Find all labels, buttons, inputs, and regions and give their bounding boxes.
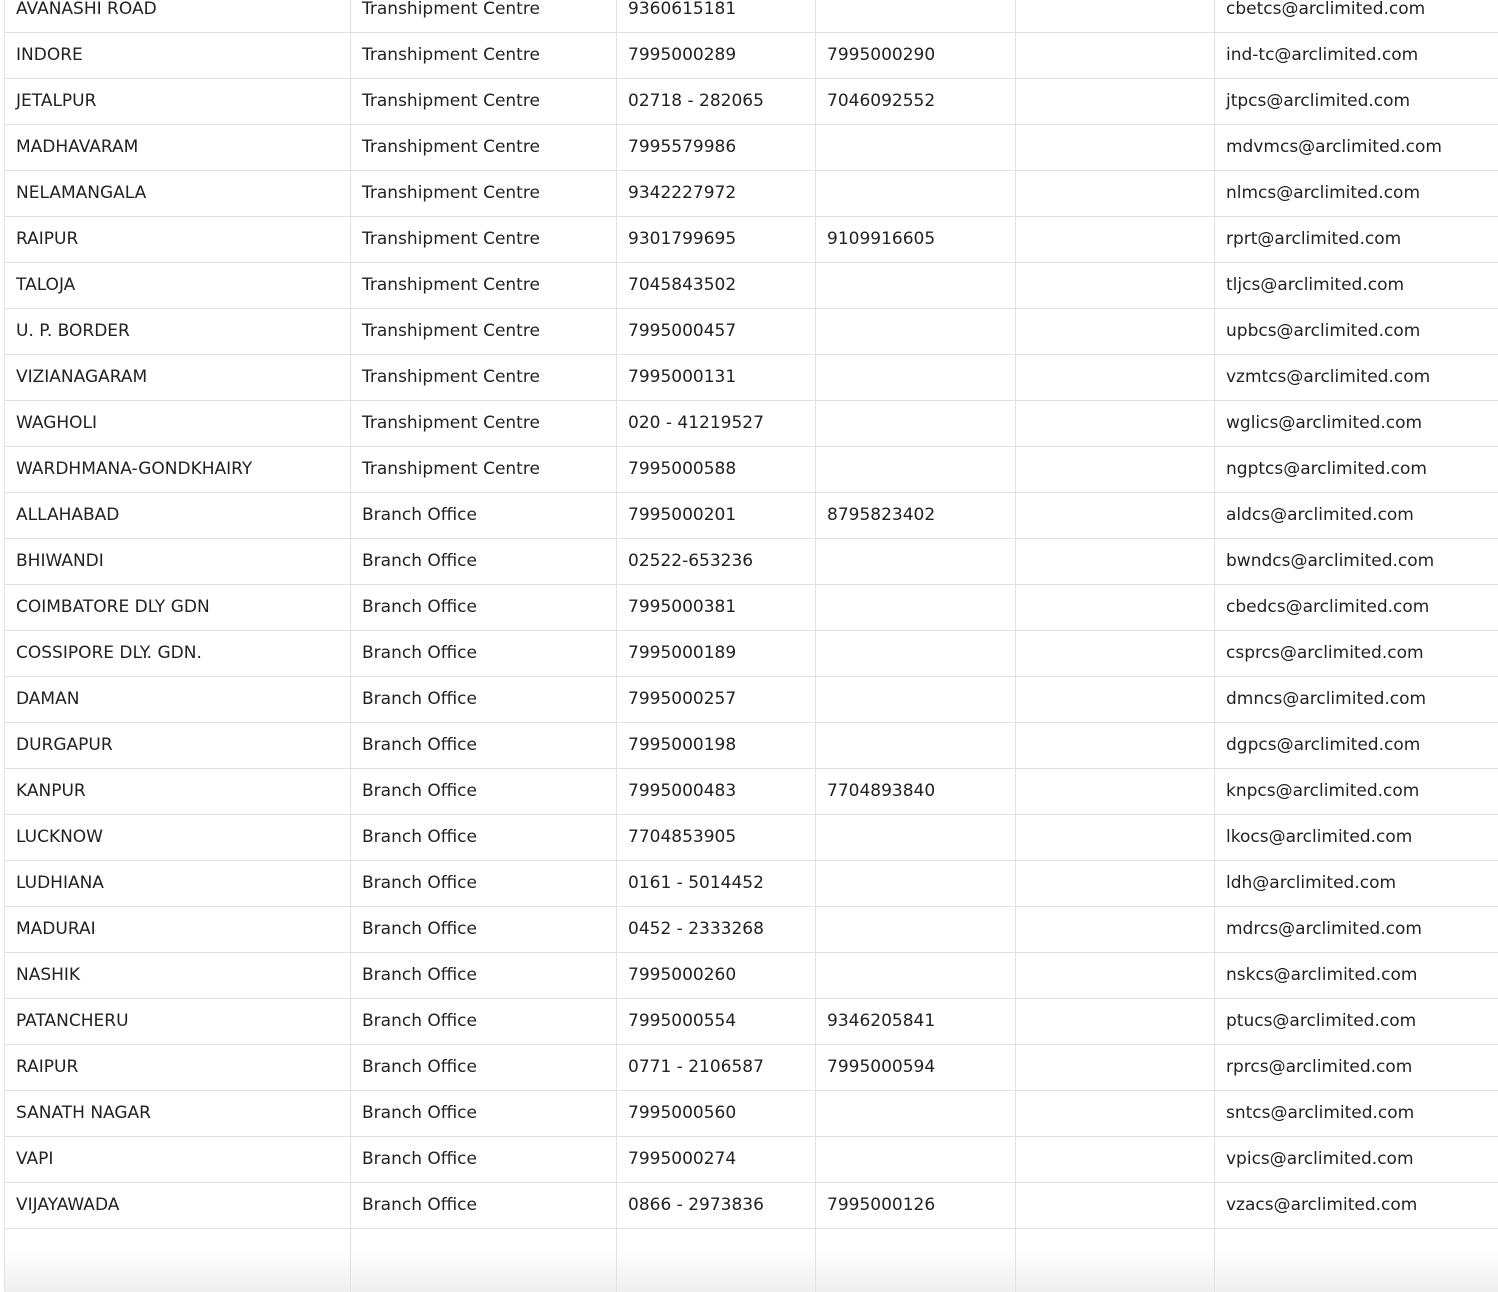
table-body bbox=[5, 0, 1498, 1292]
empty-cell bbox=[5, 1228, 351, 1292]
phone-extra-cell bbox=[1016, 860, 1215, 906]
phone-secondary-cell bbox=[816, 906, 1016, 952]
phone-primary-cell: 7995000189 bbox=[617, 630, 816, 676]
office-type-cell: Transhipment Centre bbox=[351, 400, 617, 446]
empty-cell bbox=[617, 1228, 816, 1292]
phone-secondary-cell: 7704893840 bbox=[816, 768, 1016, 814]
office-type-cell: Branch Office bbox=[351, 768, 617, 814]
phone-secondary-cell bbox=[816, 676, 1016, 722]
phone-extra-cell bbox=[1016, 78, 1215, 124]
phone-secondary-cell bbox=[816, 1090, 1016, 1136]
phone-secondary-cell bbox=[816, 446, 1016, 492]
phone-primary-cell: 0866 - 2973836 bbox=[617, 1182, 816, 1228]
table-row bbox=[5, 0, 1498, 32]
office-type-cell: Transhipment Centre bbox=[351, 446, 617, 492]
email-cell: ind-tc@arclimited.com bbox=[1215, 32, 1498, 78]
office-name-cell: KANPUR bbox=[5, 768, 351, 814]
office-name-cell: LUCKNOW bbox=[5, 814, 351, 860]
office-type-cell: Branch Office bbox=[351, 676, 617, 722]
office-type-cell: Transhipment Centre bbox=[351, 262, 617, 308]
table-row bbox=[5, 860, 1498, 906]
phone-extra-cell bbox=[1016, 446, 1215, 492]
email-cell: upbcs@arclimited.com bbox=[1215, 308, 1498, 354]
email-cell: rprcs@arclimited.com bbox=[1215, 1044, 1498, 1090]
phone-primary-cell: 7995000483 bbox=[617, 768, 816, 814]
phone-primary-cell: 7995579986 bbox=[617, 124, 816, 170]
email-cell: mdrcs@arclimited.com bbox=[1215, 906, 1498, 952]
table-row bbox=[5, 354, 1498, 400]
table-row bbox=[5, 998, 1498, 1044]
phone-secondary-cell bbox=[816, 354, 1016, 400]
office-name-cell: WAGHOLI bbox=[5, 400, 351, 446]
phone-extra-cell bbox=[1016, 998, 1215, 1044]
phone-primary-cell: 7995000289 bbox=[617, 32, 816, 78]
office-type-cell: Branch Office bbox=[351, 952, 617, 998]
office-name-cell: COIMBATORE DLY GDN bbox=[5, 584, 351, 630]
phone-secondary-cell: 7995000594 bbox=[816, 1044, 1016, 1090]
office-type-cell: Transhipment Centre bbox=[351, 78, 617, 124]
empty-cell bbox=[816, 1228, 1016, 1292]
office-type-cell: Branch Office bbox=[351, 722, 617, 768]
office-name-cell: PATANCHERU bbox=[5, 998, 351, 1044]
office-name-cell: LUDHIANA bbox=[5, 860, 351, 906]
office-type-cell: Branch Office bbox=[351, 814, 617, 860]
office-name-cell: RAIPUR bbox=[5, 1044, 351, 1090]
table-row bbox=[5, 814, 1498, 860]
office-type-cell: Transhipment Centre bbox=[351, 216, 617, 262]
phone-primary-cell: 9301799695 bbox=[617, 216, 816, 262]
office-name-cell: COSSIPORE DLY. GDN. bbox=[5, 630, 351, 676]
email-cell: dgpcs@arclimited.com bbox=[1215, 722, 1498, 768]
phone-secondary-cell bbox=[816, 630, 1016, 676]
phone-extra-cell bbox=[1016, 124, 1215, 170]
phone-secondary-cell bbox=[816, 170, 1016, 216]
phone-primary-cell: 7045843502 bbox=[617, 262, 816, 308]
office-type-cell: Branch Office bbox=[351, 1136, 617, 1182]
phone-secondary-cell bbox=[816, 1136, 1016, 1182]
office-type-cell: Branch Office bbox=[351, 584, 617, 630]
empty-cell bbox=[1215, 1228, 1498, 1292]
email-cell: cbetcs@arclimited.com bbox=[1215, 0, 1498, 32]
office-name-cell: DAMAN bbox=[5, 676, 351, 722]
phone-primary-cell: 7995000257 bbox=[617, 676, 816, 722]
office-directory-table bbox=[4, 0, 1498, 1292]
phone-primary-cell: 7995000560 bbox=[617, 1090, 816, 1136]
phone-primary-cell: 0771 - 2106587 bbox=[617, 1044, 816, 1090]
office-type-cell: Transhipment Centre bbox=[351, 170, 617, 216]
table-row bbox=[5, 538, 1498, 584]
table-row bbox=[5, 124, 1498, 170]
office-name-cell: NASHIK bbox=[5, 952, 351, 998]
email-cell: wglics@arclimited.com bbox=[1215, 400, 1498, 446]
table-spacer-row bbox=[5, 1228, 1498, 1292]
office-type-cell: Branch Office bbox=[351, 906, 617, 952]
office-name-cell: MADHAVARAM bbox=[5, 124, 351, 170]
email-cell: mdvmcs@arclimited.com bbox=[1215, 124, 1498, 170]
email-cell: vzacs@arclimited.com bbox=[1215, 1182, 1498, 1228]
office-name-cell: VIZIANAGARAM bbox=[5, 354, 351, 400]
phone-extra-cell bbox=[1016, 308, 1215, 354]
table-row bbox=[5, 32, 1498, 78]
phone-secondary-cell: 9346205841 bbox=[816, 998, 1016, 1044]
table-row bbox=[5, 170, 1498, 216]
phone-secondary-cell bbox=[816, 814, 1016, 860]
phone-primary-cell: 02718 - 282065 bbox=[617, 78, 816, 124]
phone-extra-cell bbox=[1016, 32, 1215, 78]
email-cell: ptucs@arclimited.com bbox=[1215, 998, 1498, 1044]
office-name-cell: ALLAHABAD bbox=[5, 492, 351, 538]
email-cell: csprcs@arclimited.com bbox=[1215, 630, 1498, 676]
office-name-cell: VIJAYAWADA bbox=[5, 1182, 351, 1228]
phone-extra-cell bbox=[1016, 538, 1215, 584]
phone-extra-cell bbox=[1016, 262, 1215, 308]
phone-extra-cell bbox=[1016, 952, 1215, 998]
table-row bbox=[5, 952, 1498, 998]
phone-secondary-cell bbox=[816, 584, 1016, 630]
phone-secondary-cell: 7046092552 bbox=[816, 78, 1016, 124]
phone-primary-cell: 7995000457 bbox=[617, 308, 816, 354]
email-cell: sntcs@arclimited.com bbox=[1215, 1090, 1498, 1136]
office-name-cell: DURGAPUR bbox=[5, 722, 351, 768]
office-name-cell: U. P. BORDER bbox=[5, 308, 351, 354]
office-name-cell: VAPI bbox=[5, 1136, 351, 1182]
office-name-cell: JETALPUR bbox=[5, 78, 351, 124]
office-type-cell: Branch Office bbox=[351, 538, 617, 584]
email-cell: knpcs@arclimited.com bbox=[1215, 768, 1498, 814]
phone-primary-cell: 0452 - 2333268 bbox=[617, 906, 816, 952]
phone-primary-cell: 020 - 41219527 bbox=[617, 400, 816, 446]
office-type-cell: Branch Office bbox=[351, 492, 617, 538]
table-row bbox=[5, 78, 1498, 124]
office-type-cell: Branch Office bbox=[351, 998, 617, 1044]
phone-extra-cell bbox=[1016, 630, 1215, 676]
phone-secondary-cell bbox=[816, 124, 1016, 170]
phone-secondary-cell bbox=[816, 860, 1016, 906]
phone-extra-cell bbox=[1016, 768, 1215, 814]
office-name-cell: MADURAI bbox=[5, 906, 351, 952]
phone-primary-cell: 0161 - 5014452 bbox=[617, 860, 816, 906]
phone-primary-cell: 7995000201 bbox=[617, 492, 816, 538]
phone-primary-cell: 9360615181 bbox=[617, 0, 816, 32]
table-row bbox=[5, 446, 1498, 492]
phone-secondary-cell bbox=[816, 0, 1016, 32]
table-row bbox=[5, 400, 1498, 446]
phone-secondary-cell bbox=[816, 262, 1016, 308]
office-name-cell: RAIPUR bbox=[5, 216, 351, 262]
office-type-cell: Transhipment Centre bbox=[351, 308, 617, 354]
phone-primary-cell: 7995000260 bbox=[617, 952, 816, 998]
office-type-cell: Transhipment Centre bbox=[351, 124, 617, 170]
empty-cell bbox=[1016, 1228, 1215, 1292]
table-row bbox=[5, 630, 1498, 676]
office-type-cell: Transhipment Centre bbox=[351, 32, 617, 78]
phone-secondary-cell: 8795823402 bbox=[816, 492, 1016, 538]
phone-extra-cell bbox=[1016, 216, 1215, 262]
office-name-cell: SANATH NAGAR bbox=[5, 1090, 351, 1136]
office-type-cell: Transhipment Centre bbox=[351, 354, 617, 400]
phone-extra-cell bbox=[1016, 722, 1215, 768]
phone-extra-cell bbox=[1016, 492, 1215, 538]
phone-extra-cell bbox=[1016, 1136, 1215, 1182]
office-name-cell: BHIWANDI bbox=[5, 538, 351, 584]
table-row bbox=[5, 768, 1498, 814]
phone-primary-cell: 9342227972 bbox=[617, 170, 816, 216]
table-row bbox=[5, 308, 1498, 354]
email-cell: aldcs@arclimited.com bbox=[1215, 492, 1498, 538]
office-type-cell: Branch Office bbox=[351, 1182, 617, 1228]
phone-secondary-cell bbox=[816, 722, 1016, 768]
table-row bbox=[5, 722, 1498, 768]
office-name-cell: TALOJA bbox=[5, 262, 351, 308]
phone-extra-cell bbox=[1016, 354, 1215, 400]
phone-extra-cell bbox=[1016, 1182, 1215, 1228]
phone-extra-cell bbox=[1016, 584, 1215, 630]
phone-secondary-cell: 9109916605 bbox=[816, 216, 1016, 262]
phone-secondary-cell bbox=[816, 952, 1016, 998]
email-cell: vzmtcs@arclimited.com bbox=[1215, 354, 1498, 400]
phone-extra-cell bbox=[1016, 0, 1215, 32]
email-cell: ldh@arclimited.com bbox=[1215, 860, 1498, 906]
email-cell: vpics@arclimited.com bbox=[1215, 1136, 1498, 1182]
email-cell: ngptcs@arclimited.com bbox=[1215, 446, 1498, 492]
table-row bbox=[5, 676, 1498, 722]
phone-secondary-cell: 7995000290 bbox=[816, 32, 1016, 78]
table-row bbox=[5, 1182, 1498, 1228]
office-name-cell: INDORE bbox=[5, 32, 351, 78]
phone-primary-cell: 7704853905 bbox=[617, 814, 816, 860]
email-cell: dmncs@arclimited.com bbox=[1215, 676, 1498, 722]
office-type-cell: Branch Office bbox=[351, 1044, 617, 1090]
email-cell: rprt@arclimited.com bbox=[1215, 216, 1498, 262]
phone-extra-cell bbox=[1016, 1090, 1215, 1136]
phone-secondary-cell bbox=[816, 538, 1016, 584]
phone-primary-cell: 7995000198 bbox=[617, 722, 816, 768]
phone-extra-cell bbox=[1016, 1044, 1215, 1090]
phone-primary-cell: 7995000381 bbox=[617, 584, 816, 630]
office-name-cell: WARDHMANA-GONDKHAIRY bbox=[5, 446, 351, 492]
phone-primary-cell: 02522-653236 bbox=[617, 538, 816, 584]
table-row bbox=[5, 1044, 1498, 1090]
email-cell: jtpcs@arclimited.com bbox=[1215, 78, 1498, 124]
table-row bbox=[5, 1090, 1498, 1136]
email-cell: tljcs@arclimited.com bbox=[1215, 262, 1498, 308]
email-cell: cbedcs@arclimited.com bbox=[1215, 584, 1498, 630]
office-type-cell: Transhipment Centre bbox=[351, 0, 617, 32]
email-cell: nskcs@arclimited.com bbox=[1215, 952, 1498, 998]
table-row bbox=[5, 584, 1498, 630]
phone-extra-cell bbox=[1016, 676, 1215, 722]
office-name-cell: AVANASHI ROAD bbox=[5, 0, 351, 32]
office-name-cell: NELAMANGALA bbox=[5, 170, 351, 216]
table-row bbox=[5, 492, 1498, 538]
phone-primary-cell: 7995000554 bbox=[617, 998, 816, 1044]
phone-extra-cell bbox=[1016, 906, 1215, 952]
office-type-cell: Branch Office bbox=[351, 630, 617, 676]
phone-extra-cell bbox=[1016, 400, 1215, 446]
empty-cell bbox=[351, 1228, 617, 1292]
phone-primary-cell: 7995000274 bbox=[617, 1136, 816, 1182]
table-row bbox=[5, 262, 1498, 308]
email-cell: bwndcs@arclimited.com bbox=[1215, 538, 1498, 584]
phone-primary-cell: 7995000588 bbox=[617, 446, 816, 492]
phone-secondary-cell bbox=[816, 308, 1016, 354]
email-cell: lkocs@arclimited.com bbox=[1215, 814, 1498, 860]
phone-secondary-cell bbox=[816, 400, 1016, 446]
phone-extra-cell bbox=[1016, 170, 1215, 216]
phone-primary-cell: 7995000131 bbox=[617, 354, 816, 400]
phone-extra-cell bbox=[1016, 814, 1215, 860]
table-row bbox=[5, 1136, 1498, 1182]
office-type-cell: Branch Office bbox=[351, 1090, 617, 1136]
office-type-cell: Branch Office bbox=[351, 860, 617, 906]
table-row bbox=[5, 906, 1498, 952]
phone-secondary-cell: 7995000126 bbox=[816, 1182, 1016, 1228]
table-row bbox=[5, 216, 1498, 262]
email-cell: nlmcs@arclimited.com bbox=[1215, 170, 1498, 216]
